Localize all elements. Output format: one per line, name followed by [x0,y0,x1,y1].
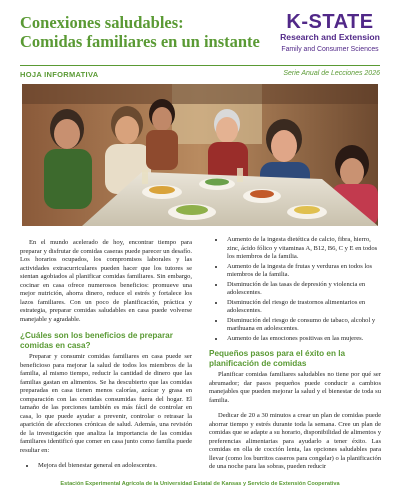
page-title [20,13,270,51]
logo-research-extension: Research and Extension [280,32,380,42]
list-item: • Aumento de la ingesta dietética de calcio, fibra, hierro, zinc, ácido fólico y vitaminas A, B12, B6, C y E en todos los miembros de la familia. [225,236,381,262]
series-label: Serie Anual de Lecciones 2026 [283,70,380,77]
list-item: • Disminución del riesgo de consumo de tabaco, alcohol y marihuana en adolescentes. [225,317,381,334]
list-item: • Aumento de la ingesta de frutas y verduras en todos los miembros de la familia. [225,263,381,280]
list-item: • Mejora del bienestar general en adolescentes. [36,462,192,471]
logo-name: K-STATE [286,11,374,33]
small-steps-paragraph-2: Dedicar de 20 a 30 minutos a crear un plan de comidas puede ahorrar tiempo y estrés durante toda la semana. Cree un plan de comidas que se adapte a su horario, disponibilidad de alimentos y preferencias alimentarias para ayudarlo a tener éxito. Las comidas en olla de cocción lenta, las opciones saludables para llevar (como los burritos caseros para congelar) o la planificación de una noche para las sobras, pueden reducir [209,412,381,470]
intro-paragraph: En el mundo acelerado de hoy, encontrar tiempo para preparar y disfrutar de comidas caseras puede parecer un desafío. Los horarios ocupados, los compromisos laborales y las actividades extracurriculares pueden hacer que los tutores se sientan agobiados al planificar comidas familiares. Sin embargo, cocinar en casa ofrece numerosos beneficios: promueve una mejor nutrición, ahorra dinero, reduce el estrés y fortalece los lazos familiares. Con un poco de planificación, práctica y estrategia, preparar comidas saludables en casa puede volverse manejable y agradable. [20,239,192,323]
benefits-heading: ¿Cuáles son los beneficios de preparar comidas en casa? [20,331,173,350]
list-item: • Disminución de las tasas de depresión y violencia en adolescentes. [225,281,381,298]
left-bullet-list [20,462,192,471]
footer-text: Estación Experimental Agrícola de la Universidad Estatal de Kansas y Servicio de Extensión Cooperativa [60,481,340,487]
kstate-logo [274,12,386,54]
small-steps-paragraph-1: Planificar comidas familiares saludables no tiene por qué ser abrumador; dar pasos pequeños puede conducir a cambios manejables que pueden mejorar la salud y el bienestar de toda su familia. [209,371,381,404]
logo-fcs: Family and Consumer Sciences [281,46,379,53]
family-dinner-photo [22,84,378,226]
benefits-paragraph: Preparar y consumir comidas familiares en casa puede ser beneficioso para mejorar la salud de todos los miembros de la familia, al mismo tiempo, reducir la cantidad de dinero que las familias gastan en alimentos. Se ha descubierto que las comidas preparadas en casa tienen menos calorías, azúcar y grasa en comparación con las comidas consumidas fuera del hogar. El tamaño de las porciones también es más fácil de controlar en casa, lo que puede ayudar a prevenir, controlar o retrasar la aparición de afecciones crónicas de salud. Además, una revisión de la investigación que analiza la importancia de las comidas familiares identificó que comer en casa junto como familia puede resultar en: [20,353,192,454]
title-line-2: Comidas familiares en un instante [20,32,260,51]
list-item: • Aumento de las emociones positivas en las mujeres. [225,335,381,344]
small-steps-heading: Pequeños pasos para el éxito en la planificación de comidas [209,349,346,368]
family-dinner-illustration [22,84,378,226]
left-column [20,239,192,477]
list-item: • Disminución del riesgo de trastornos alimentarios en adolescentes. [225,299,381,316]
doc-type-label: HOJA INFORMATIVA [20,70,99,79]
right-bullet-list [209,236,381,343]
title-line-1: Conexiones saludables: [20,13,184,32]
header-rule [20,65,380,66]
right-column [209,236,381,479]
